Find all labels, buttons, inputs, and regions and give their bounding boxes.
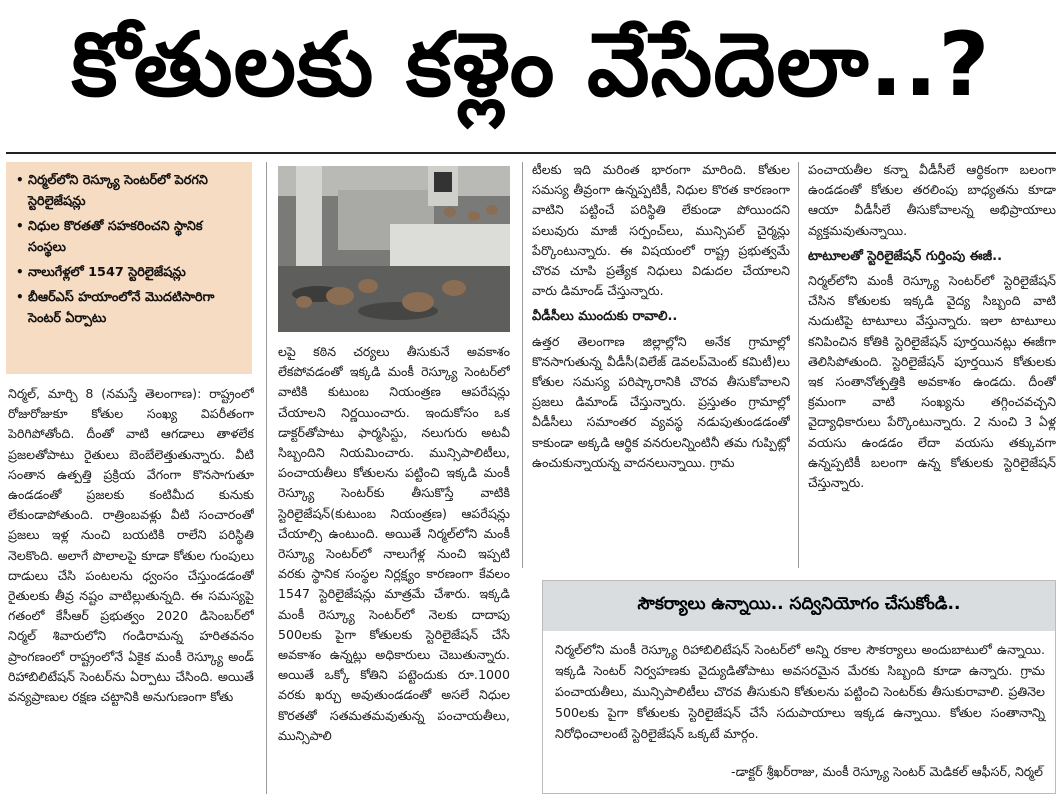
- column-1: [8, 384, 254, 794]
- article-body-4b: నిర్మల్‌లోని మంకీ రెస్క్యూ సెంటర్‌లో స్టెరిలైజేషన్ చేసిన కోతులకు ఇక్కడి వైద్య సిబ్బంది వాటి నుదుటిపై టాటూలు వేస్తున్నారు. ఇలా టాటూలు కనిపించిన కోతికి స్టెరిలైజేషన్ పూర్తయినట్లు ఈజీగా తెలిసిపోతుంది. స్టెరిలైజేషన్ పూర్తయిన కోతులకు ఇక సంతానోత్పత్తికి అవకాశం ఉండదు. దీంతో క్రమంగా వాటి సంఖ్యను తగ్గించవచ్చని వైద్యాధికారులు పేర్కొంటున్నారు. 2 నుంచి 3 ఏళ్ల వయసు ఉండడం లేదా వయసు తక్కువగా ఉన్నప్పటికీ బలంగా ఉన్న కోతులకు స్టెరిలైజేషన్ చేస్తున్నారు.: [808, 273, 1056, 491]
- headline-rule: [6, 152, 1056, 154]
- callout-body: నిర్మల్‌లోని మంకీ రెస్క్యూ రిహాబిలిటేషన్ సెంటర్‌లో అన్ని రకాల సౌకర్యాలు అందుబాటులో ఉన్నాయి. ఇక్కడి సెంటర్ నిర్వహణకు వైద్యుడితోపాటు అవసరమైన మేరకు సిబ్బంది కూడా ఉన్నారు. గ్రామ పంచాయతీలు, మున్సిపాలిటీలు చొరవ తీసుకుని కోతులను పట్టించి సెంటర్‌కు తీసుకురావాలి. ప్రతినెల 500లకు పైగా కోతులకు స్టెరిలైజేషన్ చేసే సదుపాయాలు ఇక్కడ ఉన్నాయి. కోతుల సంతానాన్ని నిరోధించాలంటే స్టెరిలైజేషన్ ఒక్కటే మార్గం.: [555, 642, 1045, 741]
- highlight-text: నిధుల కొరతతో సహకరించని స్థానిక సంస్థలు: [28, 219, 203, 255]
- highlight-item: • నిర్మల్‌లోని రెస్క్యూ సెంటర్‌లో పెరగని స్టెరిలైజేషన్లు: [16, 170, 244, 212]
- subheading-tattoo: టాటూలతో స్టెరిలైజేషన్ గుర్తింపు ఈజీ..: [808, 248, 1003, 264]
- headline: కోతులకు కళ్లెం వేసేదెలా..?: [71, 12, 991, 116]
- subheading-vdc: వీడీసీలు ముందుకు రావాలి..: [532, 309, 678, 325]
- column-divider: [266, 162, 267, 794]
- highlight-item: • నాలుగేళ్లలో 1547 స్టెరిలైజేషన్లు: [16, 262, 244, 283]
- column-2: [278, 342, 510, 794]
- column-4: [808, 160, 1056, 572]
- article-body-1: నిర్మల్, మార్చి 8 (నమస్తే తెలంగాణ): రాష్ట్రంలో రోజురోజుకూ కోతుల సంఖ్య విపరీతంగా పెరిగిపోతోంది. దీంతో వాటి ఆగడాలు తాళలేక ప్రజలతోపాటు రైతులు బెంబేలెత్తుతున్నారు. వీటి సంతాన ఉత్పత్తి ప్రక్రియ వేగంగా కొనసాగుతూ ఉండడంతో ప్రజలకు కంటిమీద కునుకు లేకుండాపోతుంది. రాత్రింబవళ్లు వీటి సంచారంతో ప్రజలు ఇళ్ల నుంచి బయటికి రాలేని పరిస్థితి నెలకొంది. అలాగే పొలాలపై కూడా కోతుల గుంపులు దాడులు చేసి పంటలను ధ్వంసం చేస్తుండడంతో రైతులకు తీవ్ర నష్టం వాటిల్లుతున్నది. ఈ సమస్యపై గతంలో కేసీఆర్ ప్రభుత్వం 2020 డిసెంబర్‌లో నిర్మల్ శివారులోని గండిరామన్న హరితవనం ప్రాంగణంలో రాష్ట్రంలోనే ఏకైక మంకీ రెస్క్యూ అండ్ రిహాబిలిటేషన్ సెంటర్‌ను ఏర్పాటు చేసింది. అయితే వన్యప్రాణుల రక్షణ చట్టానికి అనుగుణంగా కోతు: [8, 386, 254, 705]
- highlights-box: [6, 162, 252, 374]
- highlight-text: నాలుగేళ్లలో 1547 స్టెరిలైజేషన్లు: [28, 265, 186, 280]
- article-body-2: లపై కఠిన చర్యలు తీసుకునే అవకాశం లేకపోవడంతో ఇక్కడి మంకీ రెస్క్యూ సెంటర్‌లో వాటికి కుటుంబ నియంత్రణ ఆపరేషన్లు చేయాలని నిర్ణయించారు. ఇందుకోసం ఒక డాక్టర్‌తోపాటు ఫార్మసిస్టు, నలుగురు అటవీ సిబ్బందిని నియమించారు. మున్సిపాలిటీలు, పంచాయతీలు కోతులను పట్టించి ఇక్కడి మంకీ రెస్క్యూ సెంటర్‌కు తీసుకొస్తే వాటికి స్టెరిలైజేషన్(కుటుంబ నియంత్రణ) ఆపరేషన్లు చేయాల్సి ఉంటుంది. అయితే నిర్మల్‌లోని మంకీ రెస్క్యూ సెంటర్‌లో నాలుగేళ్ల నుంచి ఇప్పటి వరకు స్థానిక సంస్థల నిర్లక్ష్యం కారణంగా కేవలం 1547 స్టెరిలైజేషన్లు మాత్రమే చేశారు. ఇక్కడి మంకీ రెస్క్యూ సెంటర్‌లో నెలకు దాదాపు 500లకు పైగా కోతులకు స్టెరిలైజేషన్ చేసే అవకాశం ఉన్నట్లు అధికారులు చెబుతున్నారు. అయితే ఒక్కో కోతిని పట్టెందుకు రూ.1000 వరకు ఖర్చు అవుతుండడంతో అసలే నిధుల కొరతతో సతమతమవుతున్న పంచాయతీలు, మున్సిపాలి: [278, 344, 510, 743]
- column-3: [532, 160, 790, 572]
- callout-box: [542, 580, 1056, 794]
- monkeys-photo-image: [278, 166, 510, 332]
- article-body-4: పంచాయతీల కన్నా వీడీసీలే ఆర్థికంగా బలంగా ఉండడంతో కోతుల తరలింపు బాధ్యతను కూడా ఆయా వీడీసీలే తీసుకోవాలన్న అభిప్రాయాలు వ్యక్తమవుతున్నాయి.: [808, 162, 1056, 238]
- highlight-text: బీఆర్‌ఎస్ హయాంలోనే మొదటిసారిగా సెంటర్ ఏర్పాటు: [28, 290, 215, 326]
- monkeys-photo: [278, 166, 510, 332]
- article-body-3b: ఉత్తర తెలంగాణ జిల్లాల్లోని అనేక గ్రామాల్లో కొనసాగుతున్న వీడీసీ(విలేజ్ డెవలప్‌మెంట్ కమిటీ)లు కోతుల సమస్య పరిష్కారానికి చొరవ తీసుకోవాలని ప్రజలు డిమాండ్ చేస్తున్నారు. ప్రస్తుతం గ్రామాల్లో వీడీసీలు సమాంతర వ్యవస్థ నడుపుతుండడంతో కాకుండా అక్కడి ఆర్థిక వనరులన్నింటినీ తమ గుప్పిట్లో ఉంచుకున్నాయన్న వాదనలున్నాయి. గ్రామ: [532, 333, 790, 470]
- highlight-text: నిర్మల్‌లోని రెస్క్యూ సెంటర్‌లో పెరగని స్టెరిలైజేషన్లు: [28, 173, 208, 209]
- callout-signature: -డాక్టర్ శ్రీఖర్‌రాజు, మంకీ రెస్క్యూ సెంటర్ మెడికల్ ఆఫీసర్, నిర్మల్: [731, 764, 1043, 779]
- highlight-item: • నిధుల కొరతతో సహకరించని స్థానిక సంస్థలు: [16, 216, 244, 258]
- column-divider: [798, 162, 799, 568]
- column-divider: [522, 162, 523, 568]
- highlight-item: • బీఆర్‌ఎస్ హయాంలోనే మొదటిసారిగా సెంటర్ ఏర్పాటు: [16, 287, 244, 329]
- article-body-3: టీలకు ఇది మరింత భారంగా మారింది. కోతుల సమస్య తీవ్రంగా ఉన్నప్పటికీ, నిధుల కొరత కారణంగా వాటిని పట్టించే పరిస్థితి లేకుండా పోయిందని పలువురు మాజీ సర్పంచ్‌లు, మున్సిపల్ చైర్మన్లు పేర్కొంటున్నారు. ఈ విషయంలో రాష్ట్ర ప్రభుత్వమే చొరవ చూపి ప్రత్యేక నిధులు విడుదల చేయాలని వారు డిమాండ్ చేస్తున్నారు.: [532, 162, 790, 299]
- callout-title: సౌకర్యాలు ఉన్నాయి.. సద్వినియోగం చేసుకోండి..: [543, 581, 1055, 631]
